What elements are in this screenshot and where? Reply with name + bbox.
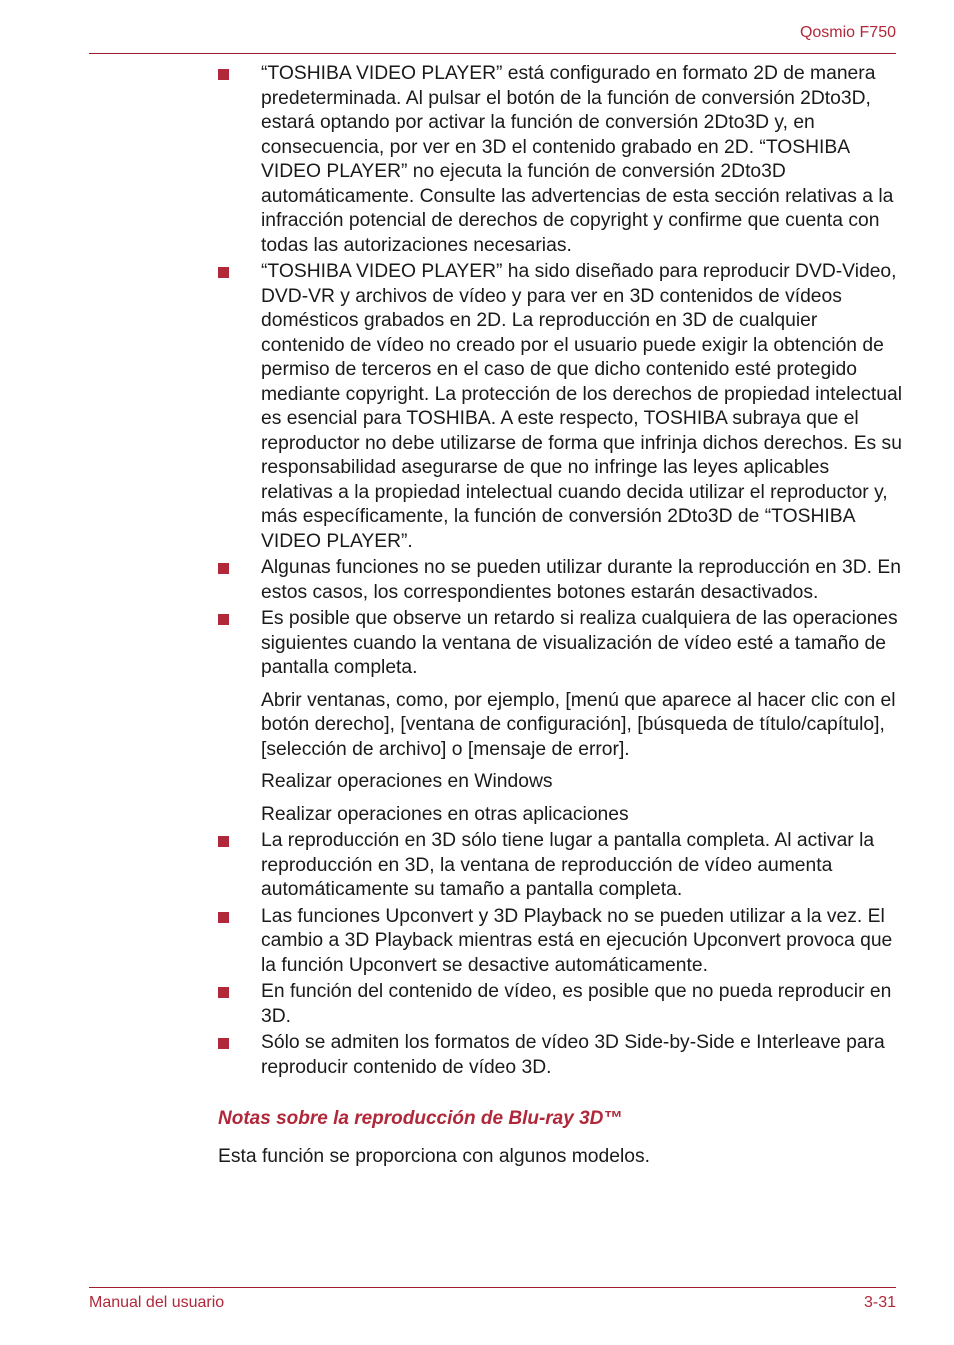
section-heading: Notas sobre la reproducción de Blu-ray 3D™ <box>218 1108 623 1129</box>
page-number: 3-31 <box>863 1294 896 1311</box>
square-bullet-icon <box>218 563 229 574</box>
footer-manual-title: Manual del usuario <box>89 1294 225 1311</box>
list-item <box>218 980 902 1029</box>
list-item <box>218 607 902 827</box>
square-bullet-icon <box>218 267 229 278</box>
list-item <box>218 62 902 258</box>
footer-rule <box>89 1287 896 1288</box>
list-item-text: Sólo se admiten los formatos de vídeo 3D Side-by-Side e Interleave para reproducir contenido de vídeo 3D. <box>261 1032 885 1078</box>
list-item <box>218 260 902 554</box>
list-item <box>218 829 902 903</box>
list-item <box>218 1031 902 1080</box>
square-bullet-icon <box>218 614 229 625</box>
list-item-text: “TOSHIBA VIDEO PLAYER” está configurado en formato 2D de manera predeterminada. Al pulsar el botón de la función de conversión 2Dto3D, estará optando por activar la función de conversión 2Dto3D y, en consecuencia, por ver en 3D el contenido grabado en 2D. “TOSHIBA VIDEO PLAYER” no ejecuta la función de conversión 2Dto3D automáticamente. Consulte las advertencias de esta sección relativas a la infracción potencial de derechos de copyright y confirme que cuenta con todas las autorizaciones necesarias. <box>261 63 894 256</box>
list-item-text: En función del contenido de vídeo, es posible que no pueda reproducir en 3D. <box>261 981 892 1027</box>
bullet-list <box>218 62 902 1080</box>
list-item <box>218 905 902 979</box>
list-item <box>218 556 902 605</box>
square-bullet-icon <box>218 836 229 847</box>
sub-paragraph: Abrir ventanas, como, por ejemplo, [menú que aparece al hacer clic con el botón derecho], [ventana de configuración], [búsqueda de título/capítulo], [selección de archivo] o [mensaje de error]. <box>261 689 896 760</box>
section-body: Esta función se proporciona con algunos modelos. <box>218 1145 650 1167</box>
list-item-text: Es posible que observe un retardo si realiza cualquiera de las operaciones siguientes cuando la ventana de visualización de vídeo esté a tamaño de pantalla completa. <box>261 608 898 678</box>
sub-paragraph: Realizar operaciones en Windows <box>261 771 553 792</box>
square-bullet-icon <box>218 912 229 923</box>
list-item-text: La reproducción en 3D sólo tiene lugar a pantalla completa. Al activar la reproducción en 3D, la ventana de reproducción de vídeo aumenta automáticamente su tamaño a pantalla completa. <box>261 830 875 900</box>
header-title: Qosmio F750 <box>799 24 896 41</box>
list-item-text: Las funciones Upconvert y 3D Playback no se pueden utilizar a la vez. El cambio a 3D Playback mientras está en ejecución Upconvert provoca que la función Upconvert se desactive automáticamente. <box>261 905 893 976</box>
square-bullet-icon <box>218 987 229 998</box>
header-rule <box>89 53 896 54</box>
square-bullet-icon <box>218 69 229 80</box>
list-item-text: Algunas funciones no se pueden utilizar durante la reproducción en 3D. En estos casos, los correspondientes botones estarán desactivados. <box>261 557 901 603</box>
page-content <box>218 62 902 1169</box>
sub-paragraph: Realizar operaciones en otras aplicaciones <box>261 803 629 825</box>
list-item-text: “TOSHIBA VIDEO PLAYER” ha sido diseñado para reproducir DVD-Video, DVD-VR y archivos de vídeo y para ver en 3D contenidos de vídeos domésticos grabados en 2D. La reproducción en 3D de cualquier contenido de vídeo no creado por el usuario puede exigir la obtención de permiso de terceros en el caso de que dicho contenido esté protegido mediante copyright. La protección de los derechos de propiedad intelectual es esencial para TOSHIBA. A este respecto, TOSHIBA subraya que el reproductor no debe utilizarse de forma que infrinja dichos derechos. Es su responsabilidad asegurarse de que no infringe las leyes aplicables relativas a la propiedad intelectual cuando decida utilizar el reproductor y, más específicamente, la función de conversión 2Dto3D de “TOSHIBA VIDEO PLAYER”. <box>261 261 902 552</box>
square-bullet-icon <box>218 1038 229 1049</box>
